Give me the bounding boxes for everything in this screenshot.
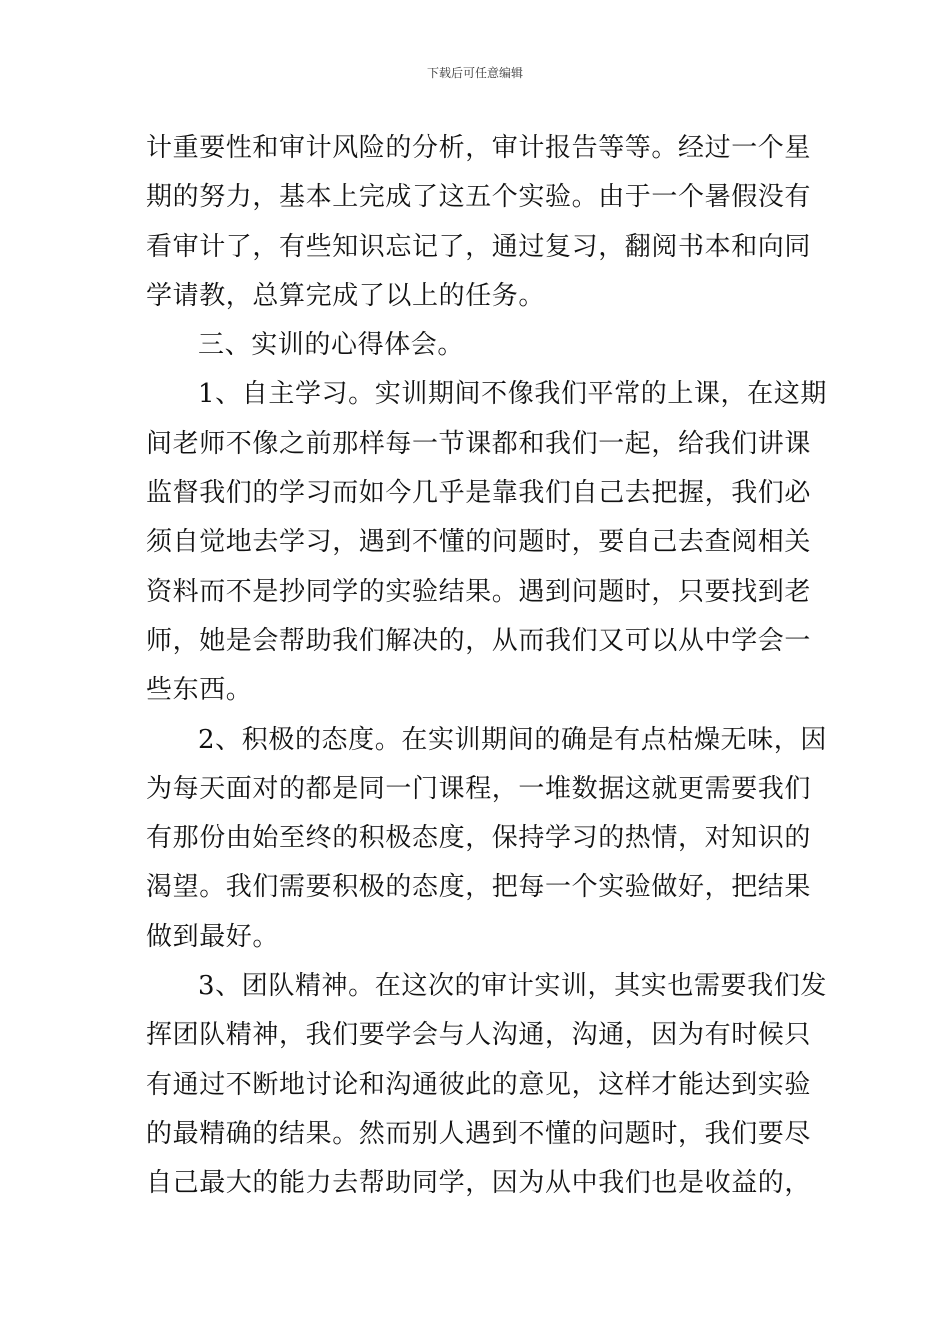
text-line: 做到最好。: [146, 921, 280, 952]
body-text: [146, 124, 827, 1209]
text-line: 计重要性和审计风险的分析，审计报告等等。经过一个星: [146, 133, 812, 163]
text-line: 有通过不断地讨论和沟通彼此的意见，这样才能达到实验: [146, 1069, 812, 1100]
text-line: 有那份由始至终的积极态度，保持学习的热情，对知识的: [146, 823, 812, 854]
text-line: 自己最大的能力去帮助同学，因为从中我们也是收益的，: [146, 1168, 812, 1199]
text-line: 1、自主学习。实训期间不像我们平常的上课，在这期: [198, 379, 827, 410]
text-line: 师，她是会帮助我们解决的，从而我们又可以从中学会一: [146, 625, 812, 656]
text-line: 的最精确的结果。然而别人遇到不懂的问题时，我们要尽: [146, 1118, 812, 1149]
text-line: 间老师不像之前那样每一节课都和我们一起，给我们讲课: [146, 428, 812, 459]
text-line: 挥团队精神，我们要学会与人沟通，沟通，因为有时候只: [146, 1020, 812, 1051]
text-line: 期的努力，基本上完成了这五个实验。由于一个暑假没有: [146, 182, 812, 213]
text-line: 些东西。: [146, 675, 253, 706]
page-header: 下载后可任意编辑: [426, 66, 523, 80]
text-line: 3、团队精神。在这次的审计实训，其实也需要我们发: [198, 971, 827, 1002]
text-line: 三、实训的心得体会。: [198, 330, 465, 361]
text-line: 学请教，总算完成了以上的任务。: [146, 280, 546, 311]
text-line: 为每天面对的都是同一门课程，一堆数据这就更需要我们: [146, 773, 812, 804]
text-line: 资料而不是抄同学的实验结果。遇到问题时，只要找到老: [146, 576, 812, 607]
text-line: 2、积极的态度。在实训期间的确是有点枯燥无味，因: [198, 724, 827, 755]
text-line: 渴望。我们需要积极的态度，把每一个实验做好，把结果: [146, 872, 812, 903]
text-line: 看审计了，有些知识忘记了，通过复习，翻阅书本和向同: [146, 231, 812, 262]
text-line: 监督我们的学习而如今几乎是靠我们自己去把握，我们必: [146, 478, 812, 509]
text-line: 须自觉地去学习，遇到不懂的问题时，要自己去查阅相关: [146, 527, 812, 558]
